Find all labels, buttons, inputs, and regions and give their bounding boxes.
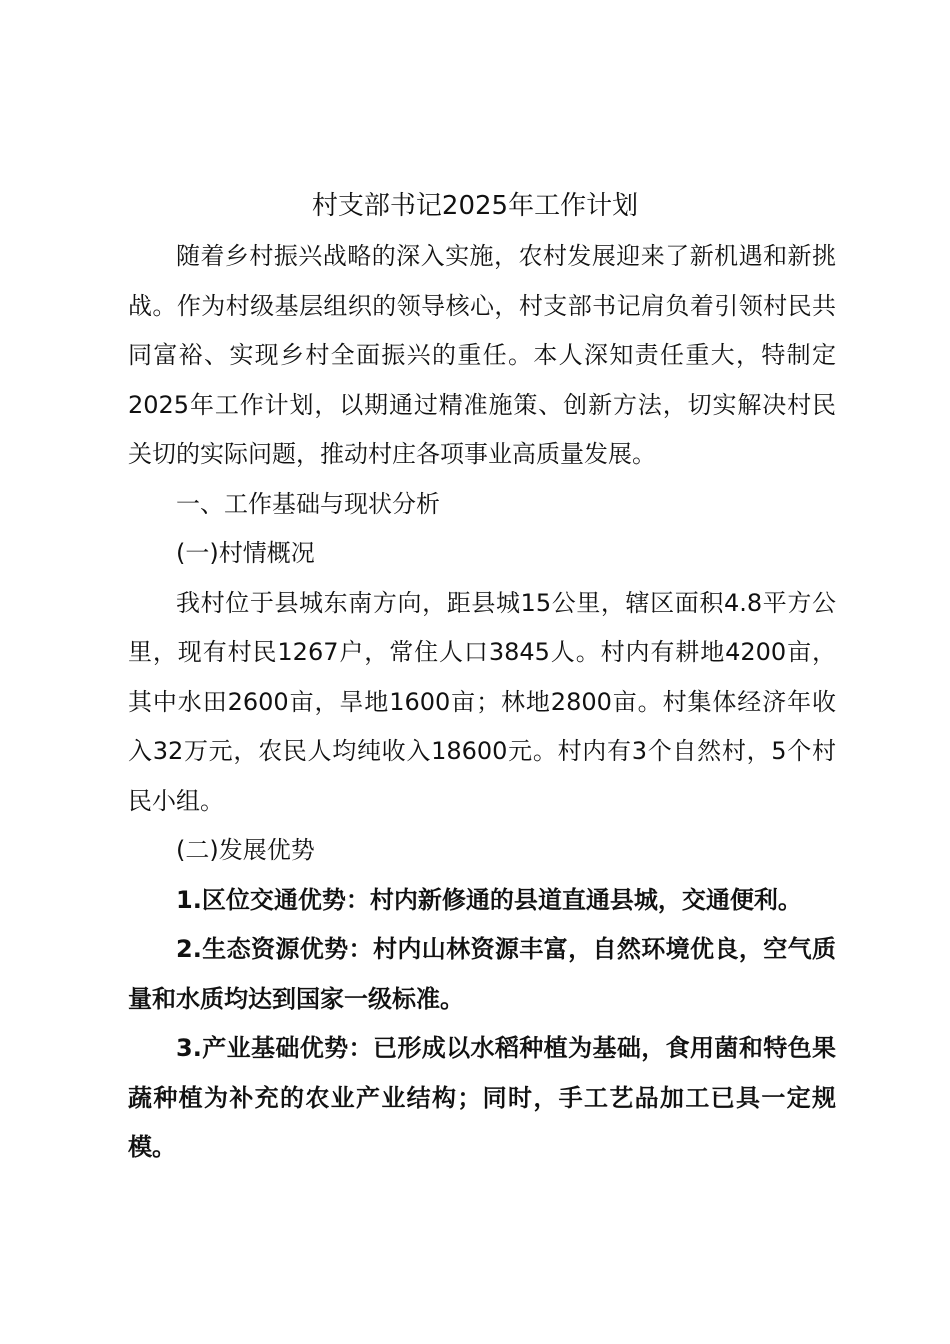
document-body <box>128 232 836 1173</box>
subsection-heading-2: (二)发展优势 <box>176 836 315 864</box>
section-heading-1: 一、工作基础与现状分析 <box>176 489 440 518</box>
village-overview-paragraph: 我村位于县城东南方向，距县城15公里，辖区面积4.8平方公里，现有村民1267户，常住人口3845人。村内有耕地4200亩，其中水田2600亩，旱地1600亩；林地2800亩。村集体经济年收入32万元，农民人均纯收入18600元。村内有3个自然村，5个村民小组。 <box>128 588 836 815</box>
advantage-item-3: 3.产业基础优势：已形成以水稻种植为基础，食用菌和特色果蔬种植为补充的农业产业结构；同时，手工艺品加工已具一定规模。 <box>128 1034 836 1161</box>
advantage-item-1: 1.区位交通优势：村内新修通的县道直通县城，交通便利。 <box>176 885 802 914</box>
intro-paragraph: 随着乡村振兴战略的深入实施，农村发展迎来了新机遇和新挑战。作为村级基层组织的领导核心，村支部书记肩负着引领村民共同富裕、实现乡村全面振兴的重任。本人深知责任重大，特制定2025年工作计划，以期通过精准施策、创新方法，切实解决村民关切的实际问题，推动村庄各项事业高质量发展。 <box>128 242 836 468</box>
document-title: 村支部书记2025年工作计划 <box>311 191 639 221</box>
subsection-heading-1: (一)村情概况 <box>176 539 315 567</box>
advantage-item-2: 2.生态资源优势：村内山林资源丰富，自然环境优良，空气质量和水质均达到国家一级标准。 <box>128 935 836 1013</box>
